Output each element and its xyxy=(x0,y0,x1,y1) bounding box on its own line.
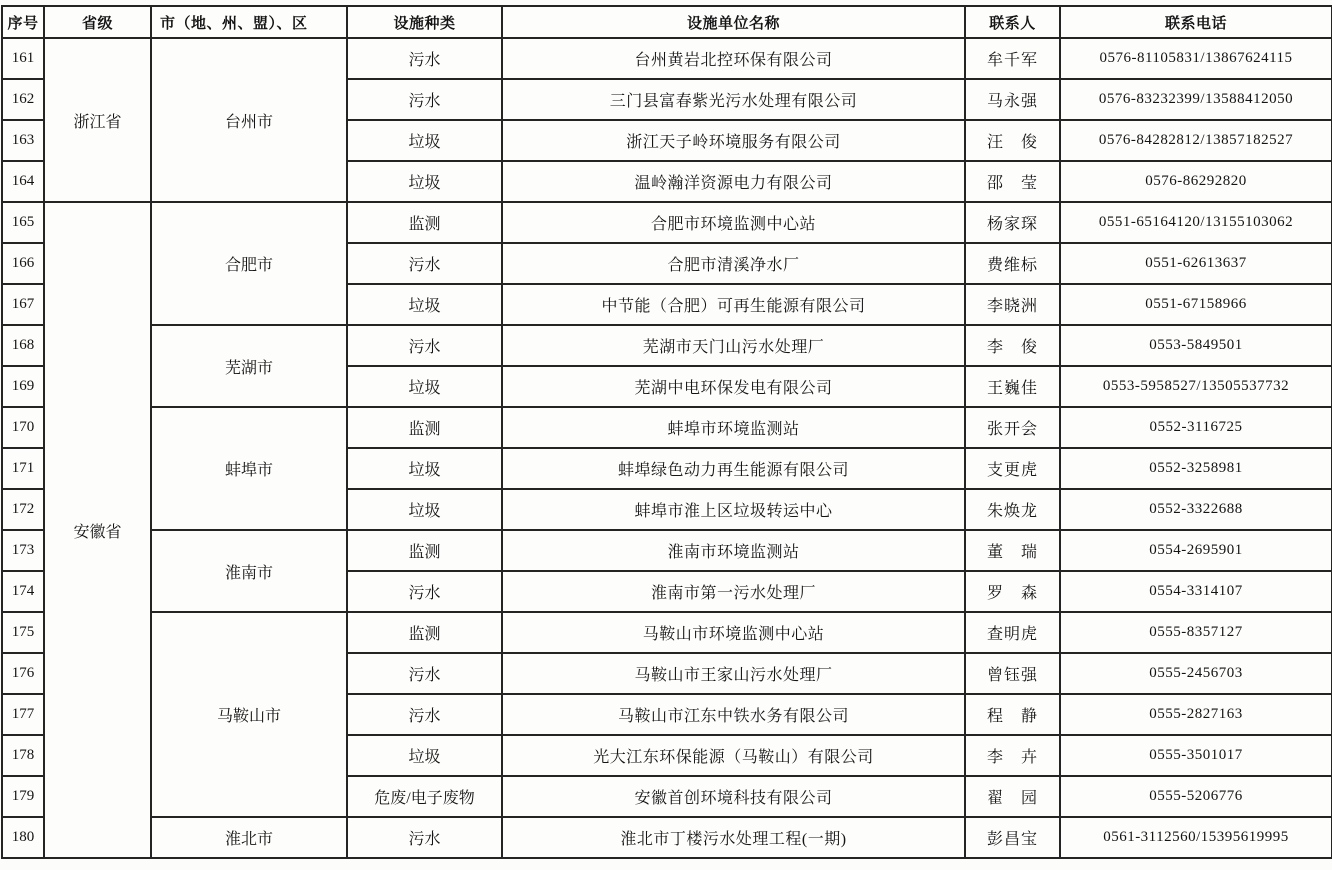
cell-unit: 淮南市环境监测站 xyxy=(502,530,965,571)
cell-contact: 费维标 xyxy=(965,243,1060,284)
cell-province: 浙江省 xyxy=(44,38,151,202)
cell-unit: 浙江天子岭环境服务有限公司 xyxy=(502,120,965,161)
cell-contact: 李晓洲 xyxy=(965,284,1060,325)
cell-contact: 马永强 xyxy=(965,79,1060,120)
cell-num: 175 xyxy=(2,612,44,653)
cell-unit: 马鞍山市环境监测中心站 xyxy=(502,612,965,653)
cell-num: 174 xyxy=(2,571,44,612)
cell-phone: 0561-3112560/15395619995 xyxy=(1060,817,1332,858)
cell-type: 监测 xyxy=(347,530,502,571)
cell-unit: 中节能（合肥）可再生能源有限公司 xyxy=(502,284,965,325)
cell-unit: 淮北市丁楼污水处理工程(一期) xyxy=(502,817,965,858)
cell-contact: 邵 莹 xyxy=(965,161,1060,202)
cell-unit: 蚌埠市环境监测站 xyxy=(502,407,965,448)
cell-contact: 杨家琛 xyxy=(965,202,1060,243)
cell-num: 161 xyxy=(2,38,44,79)
cell-unit: 三门县富春紫光污水处理有限公司 xyxy=(502,79,965,120)
cell-type: 垃圾 xyxy=(347,284,502,325)
column-header-phone: 联系电话 xyxy=(1060,6,1332,38)
cell-phone: 0554-3314107 xyxy=(1060,571,1332,612)
cell-unit: 合肥市清溪净水厂 xyxy=(502,243,965,284)
table-row xyxy=(2,530,1332,571)
table-body xyxy=(2,38,1332,858)
column-header-contact: 联系人 xyxy=(965,6,1060,38)
cell-phone: 0555-5206776 xyxy=(1060,776,1332,817)
cell-type: 污水 xyxy=(347,694,502,735)
cell-province: 安徽省 xyxy=(44,202,151,858)
cell-num: 172 xyxy=(2,489,44,530)
cell-contact: 李 卉 xyxy=(965,735,1060,776)
table-row xyxy=(2,612,1332,653)
cell-type: 污水 xyxy=(347,79,502,120)
table-row xyxy=(2,407,1332,448)
cell-phone: 0551-62613637 xyxy=(1060,243,1332,284)
cell-num: 178 xyxy=(2,735,44,776)
cell-contact: 董 瑞 xyxy=(965,530,1060,571)
cell-type: 危废/电子废物 xyxy=(347,776,502,817)
cell-contact: 查明虎 xyxy=(965,612,1060,653)
cell-unit: 蚌埠绿色动力再生能源有限公司 xyxy=(502,448,965,489)
cell-num: 169 xyxy=(2,366,44,407)
header-row xyxy=(2,6,1332,38)
cell-phone: 0555-3501017 xyxy=(1060,735,1332,776)
cell-num: 162 xyxy=(2,79,44,120)
cell-phone: 0553-5849501 xyxy=(1060,325,1332,366)
cell-unit: 合肥市环境监测中心站 xyxy=(502,202,965,243)
cell-unit: 马鞍山市王家山污水处理厂 xyxy=(502,653,965,694)
cell-city: 淮北市 xyxy=(151,817,347,858)
cell-phone: 0555-2827163 xyxy=(1060,694,1332,735)
table-header xyxy=(2,6,1332,38)
cell-contact: 牟千军 xyxy=(965,38,1060,79)
cell-unit: 马鞍山市江东中铁水务有限公司 xyxy=(502,694,965,735)
cell-contact: 程 静 xyxy=(965,694,1060,735)
cell-unit: 温岭瀚洋资源电力有限公司 xyxy=(502,161,965,202)
cell-contact: 罗 森 xyxy=(965,571,1060,612)
cell-contact: 翟 园 xyxy=(965,776,1060,817)
cell-type: 污水 xyxy=(347,817,502,858)
table-row xyxy=(2,325,1332,366)
cell-city: 淮南市 xyxy=(151,530,347,612)
cell-type: 监测 xyxy=(347,612,502,653)
facility-contact-table xyxy=(1,5,1332,859)
table-row xyxy=(2,202,1332,243)
cell-type: 垃圾 xyxy=(347,448,502,489)
cell-phone: 0576-84282812/13857182527 xyxy=(1060,120,1332,161)
column-header-num: 序号 xyxy=(2,6,44,38)
cell-num: 164 xyxy=(2,161,44,202)
cell-num: 171 xyxy=(2,448,44,489)
cell-type: 垃圾 xyxy=(347,489,502,530)
column-header-type: 设施种类 xyxy=(347,6,502,38)
cell-contact: 曾钰强 xyxy=(965,653,1060,694)
cell-city: 蚌埠市 xyxy=(151,407,347,530)
cell-contact: 支更虎 xyxy=(965,448,1060,489)
cell-city: 台州市 xyxy=(151,38,347,202)
cell-contact: 王巍佳 xyxy=(965,366,1060,407)
cell-unit: 芜湖市天门山污水处理厂 xyxy=(502,325,965,366)
cell-phone: 0554-2695901 xyxy=(1060,530,1332,571)
cell-contact: 张开会 xyxy=(965,407,1060,448)
cell-unit: 淮南市第一污水处理厂 xyxy=(502,571,965,612)
cell-num: 177 xyxy=(2,694,44,735)
cell-num: 165 xyxy=(2,202,44,243)
cell-contact: 朱焕龙 xyxy=(965,489,1060,530)
cell-phone: 0553-5958527/13505537732 xyxy=(1060,366,1332,407)
cell-unit: 台州黄岩北控环保有限公司 xyxy=(502,38,965,79)
cell-phone: 0576-81105831/13867624115 xyxy=(1060,38,1332,79)
table-row xyxy=(2,817,1332,858)
cell-phone: 0551-67158966 xyxy=(1060,284,1332,325)
cell-unit: 安徽首创环境科技有限公司 xyxy=(502,776,965,817)
cell-phone: 0576-83232399/13588412050 xyxy=(1060,79,1332,120)
cell-num: 170 xyxy=(2,407,44,448)
cell-phone: 0551-65164120/13155103062 xyxy=(1060,202,1332,243)
cell-unit: 蚌埠市淮上区垃圾转运中心 xyxy=(502,489,965,530)
cell-type: 垃圾 xyxy=(347,366,502,407)
cell-type: 监测 xyxy=(347,202,502,243)
cell-phone: 0552-3116725 xyxy=(1060,407,1332,448)
table-row xyxy=(2,38,1332,79)
cell-type: 污水 xyxy=(347,653,502,694)
cell-phone: 0576-86292820 xyxy=(1060,161,1332,202)
cell-type: 污水 xyxy=(347,325,502,366)
cell-num: 173 xyxy=(2,530,44,571)
cell-type: 监测 xyxy=(347,407,502,448)
cell-phone: 0552-3322688 xyxy=(1060,489,1332,530)
cell-type: 垃圾 xyxy=(347,120,502,161)
cell-num: 180 xyxy=(2,817,44,858)
cell-type: 污水 xyxy=(347,243,502,284)
cell-type: 垃圾 xyxy=(347,735,502,776)
cell-phone: 0555-8357127 xyxy=(1060,612,1332,653)
cell-num: 163 xyxy=(2,120,44,161)
cell-type: 污水 xyxy=(347,571,502,612)
cell-num: 168 xyxy=(2,325,44,366)
cell-contact: 李 俊 xyxy=(965,325,1060,366)
cell-unit: 光大江东环保能源（马鞍山）有限公司 xyxy=(502,735,965,776)
cell-num: 167 xyxy=(2,284,44,325)
cell-city: 合肥市 xyxy=(151,202,347,325)
cell-phone: 0555-2456703 xyxy=(1060,653,1332,694)
cell-unit: 芜湖中电环保发电有限公司 xyxy=(502,366,965,407)
cell-type: 污水 xyxy=(347,38,502,79)
cell-contact: 汪 俊 xyxy=(965,120,1060,161)
cell-contact: 彭昌宝 xyxy=(965,817,1060,858)
cell-num: 166 xyxy=(2,243,44,284)
column-header-province: 省级 xyxy=(44,6,151,38)
column-header-city: 市（地、州、盟）、区 xyxy=(151,6,347,38)
cell-type: 垃圾 xyxy=(347,161,502,202)
cell-phone: 0552-3258981 xyxy=(1060,448,1332,489)
cell-num: 179 xyxy=(2,776,44,817)
cell-city: 马鞍山市 xyxy=(151,612,347,817)
column-header-unit: 设施单位名称 xyxy=(502,6,965,38)
cell-city: 芜湖市 xyxy=(151,325,347,407)
cell-num: 176 xyxy=(2,653,44,694)
